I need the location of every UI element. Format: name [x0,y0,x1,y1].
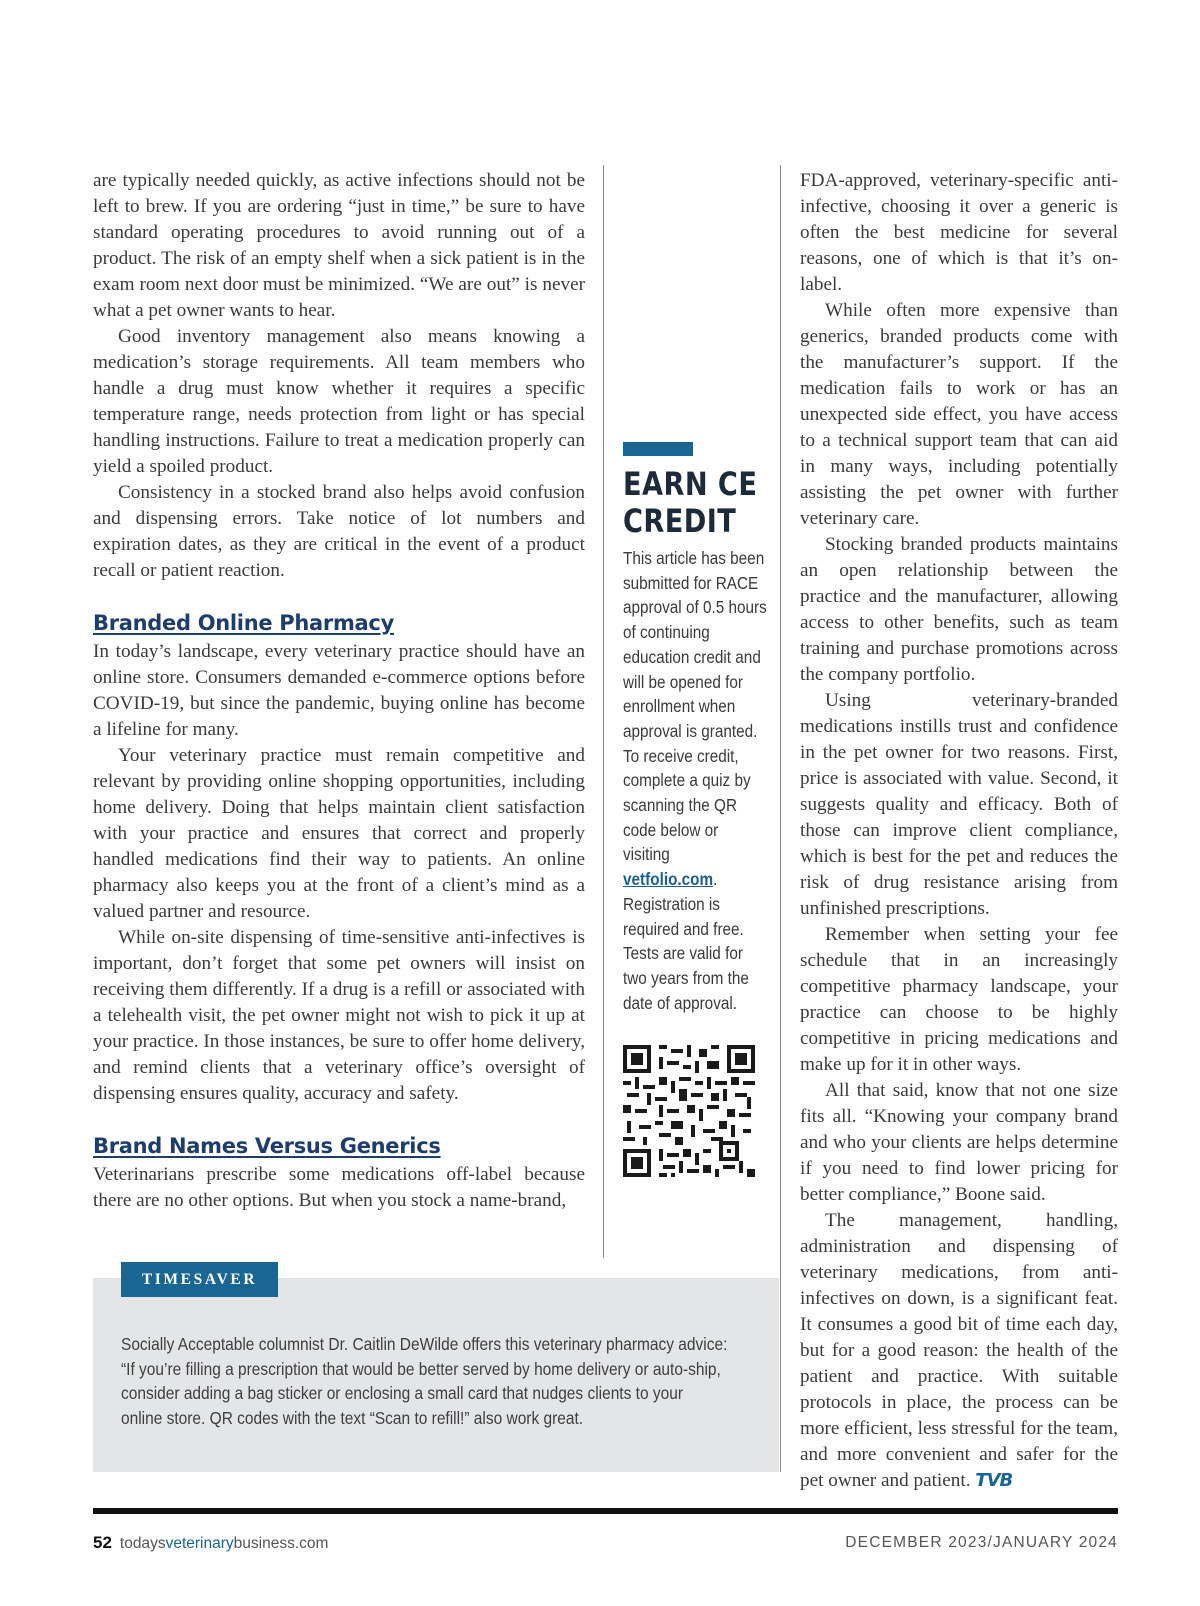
body-paragraph: Consistency in a stocked brand also helps avoid confusion and dispensing errors. Take notice of lot numbers and expiration dates, as they are critical in the event of a product recall or patient reaction. [93,482,585,581]
body-paragraph: Remember when setting your fee schedule that in an increasingly competitive pharmacy landscape, your practice can choose to be highly competitive in pricing medications and make up for it in other ways. [800,924,1118,1075]
sidebar-text-intro: This article has been submitted for RACE approval of 0.5 hours of continuing education credit and will be opened for enrollment when approval is granted. To receive credit, complete a quiz by scanning the QR code below or visiting [623,548,767,865]
vetfolio-link[interactable]: vetfolio.com [623,869,714,890]
closing-paragraph-text: The management, handling, administration and dispensing of veterinary medications, from anti-infectives on down, is a significant feat. It consumes a good bit of time each day, but for a good reason: the health of the patient and practice. With suitable protocols in place, the process can be more efficient, less stressful for the team, and more convenient and safer for the pet owner and patient. [800,1210,1118,1491]
site-prefix: todays [119,1535,166,1552]
body-paragraph: While on-site dispensing of time-sensitive anti-infectives is important, don’t forget that some pet owners will insist on receiving them differently. If a drug is a refill or associated with a telehealth visit, the pet owner might not wish to pick it up at your practice. In those instances, be sure to offer home delivery, and remind clients that a veterinary office’s oversight of dispensing ensures quality, accuracy and safety. [93,927,585,1104]
timesaver-text: Socially Acceptable columnist Dr. Caitlin DeWilde offers this veterinary pharmacy advice: “If you’re filling a prescription that would be better served by home delivery or auto-ship, consider adding a bag sticker or enclosing a small card that nudges clients to your online store. QR codes with the text “Scan to refill!” also work great. [121,1334,728,1428]
accent-bar [623,442,693,456]
column-divider [603,165,604,1258]
column-divider [780,165,781,1472]
body-paragraph: Using veterinary-branded medications instills trust and confidence in the pet owner for two reasons. First, price is associated with value. Second, it suggests quality and efficacy. Both of those can improve client compliance, which is best for the pet and reduces the risk of drug resistance arising from unfinished prescriptions. [800,690,1118,919]
section-heading-branded-online-pharmacy: Branded Online Pharmacy [93,611,394,635]
issue-date: DECEMBER 2023/JANUARY 2024 [845,1534,1118,1551]
footer-folio [93,1533,328,1553]
body-paragraph [800,1208,1118,1494]
timesaver-label: TIMESAVER [121,1262,278,1297]
body-paragraph: While often more expensive than generics, branded products come with the manufacturer’s support. If the medication fails to work or has an unexpected side effect, you have access to a technical support team that can aid in many ways, including potentially assisting the pet owner with further veterinary care. [800,300,1118,529]
ce-credit-sidebar [623,442,771,1177]
sidebar-text-outro: . Registration is required and free. Tests are valid for two years from the date of approval. [623,869,749,1013]
footer-rule [93,1508,1118,1514]
left-column [93,168,585,1214]
body-paragraph: Your veterinary practice must remain competitive and relevant by providing online shopping opportunities, including home delivery. Doing that helps maintain client satisfaction with your practice and ensures that correct and properly handled medications find their way to patients. An online pharmacy also keeps you at the front of a client’s mind as a valued partner and resource. [93,745,585,922]
body-paragraph: All that said, know that not one size fits all. “Knowing your company brand and who your clients are helps determine if you need to find lower pricing for better compliance,” Boone said. [800,1080,1118,1205]
body-paragraph: are typically needed quickly, as active infections should not be left to brew. If you are ordering “just in time,” be sure to have standard operating procedures to avoid running out of a product. The risk of an empty shelf when a sick patient is in the exam room next door must be minimized. “We are out” is never what a pet owner wants to hear. [93,170,585,321]
qr-code-icon[interactable] [623,1045,755,1177]
body-paragraph: In today’s landscape, every veterinary practice should have an online store. Consumers demanded e-commerce options before COVID-19, but since the pandemic, buying online has become a lifeline for many. [93,641,585,740]
sidebar-title: EARN CE CREDIT [623,465,758,540]
body-paragraph: Stocking branded products maintains an open relationship between the practice and the manufacturer, allowing access to other benefits, such as team training and purchase promotions across the company portfolio. [800,534,1118,685]
right-column [800,168,1118,1494]
body-paragraph: Veterinarians prescribe some medications off-label because there are no other options. But when you stock a name-brand, [93,1164,585,1211]
page-number: 52 [93,1533,112,1552]
body-paragraph: FDA-approved, veterinary-specific anti-infective, choosing it over a generic is often the best medicine for several reasons, one of which is that it’s on-label. [800,170,1118,295]
sidebar-text [623,546,768,1015]
site-suffix: business.com [233,1535,329,1552]
end-mark-logo: TVB [975,1470,1013,1491]
site-brand: veterinary [165,1535,234,1552]
body-paragraph: Good inventory management also means knowing a medication’s storage requirements. All team members who handle a drug must know whether it requires a specific temperature range, needs protection from light or has special handling instructions. Failure to treat a medication properly can yield a spoiled product. [93,326,585,477]
section-heading-brand-names-versus-generics: Brand Names Versus Generics [93,1134,441,1158]
